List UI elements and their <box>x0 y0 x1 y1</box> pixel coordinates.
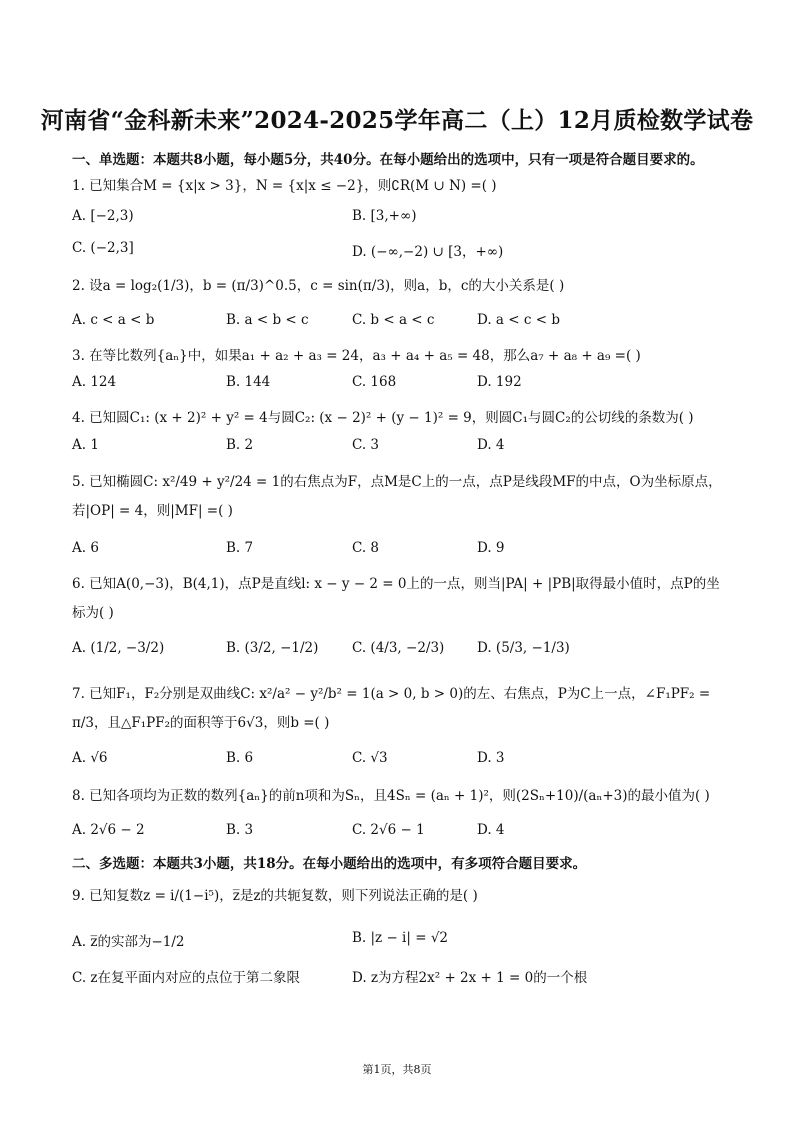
question-5-option-a: A. 6 <box>72 540 99 556</box>
question-1-option-c: C. (−2,3] <box>72 240 134 256</box>
question-6-option-c: C. (4/3, −2/3) <box>352 640 445 656</box>
question-5-option-b: B. 7 <box>226 540 254 556</box>
page-footer: 第1页，共8页 <box>362 1063 432 1076</box>
question-3-option-a: A. 124 <box>72 374 117 390</box>
question-2-stem: 2. 设a = log₂(1/3)，b = (π/3)^0.5，c = sin(π/3)，则a，b，c的大小关系是( ) <box>72 278 565 294</box>
question-7-option-a: A. √6 <box>72 750 108 766</box>
question-1-option-d: D. (−∞,−2) ∪ [3，+∞) <box>352 244 504 260</box>
question-8-option-d: D. 4 <box>477 822 505 838</box>
question-6-option-d: D. (5/3, −1/3) <box>477 640 570 656</box>
question-1-option-a: A. [−2,3) <box>72 208 134 224</box>
question-9-option-b: B. |z − i| = √2 <box>352 930 449 946</box>
section-heading-single-choice: 一、单选题：本题共8小题，每小题5分，共40分。在每小题给出的选项中，只有一项是符合题目要求的。 <box>72 152 704 168</box>
question-1-stem: 1. 已知集合M = {x|x > 3}，N = {x|x ≤ −2}，则∁R(M ∪ N) =( ) <box>72 178 497 194</box>
question-5-stem: 5. 已知椭圆C: x²/49 + y²/24 = 1的右焦点为F，点M是C上的一点，点P是线段MF的中点，O为坐标原点，若|OP| = 4，则|MF| =( ) <box>72 474 722 519</box>
question-9-option-a: A. z̅的实部为−1/2 <box>72 934 185 950</box>
question-2-option-b: B. a < b < c <box>226 312 309 328</box>
question-9-option-d: D. z为方程2x² + 2x + 1 = 0的一个根 <box>352 970 588 986</box>
question-9-stem: 9. 已知复数z = i/(1−i⁵)，z̅是z的共轭复数，则下列说法正确的是( ) <box>72 888 478 904</box>
page-title: 河南省“金科新未来”2024-2025学年高二（上）12月质检数学试卷 <box>40 107 754 134</box>
question-8-option-b: B. 3 <box>226 822 254 838</box>
question-7-option-b: B. 6 <box>226 750 254 766</box>
question-9-option-c: C. z在复平面内对应的点位于第二象限 <box>72 970 301 986</box>
question-6-option-b: B. (3/2, −1/2) <box>226 640 319 656</box>
question-6-stem: 6. 已知A(0,−3)，B(4,1)，点P是直线l: x − y − 2 = 0上的一点，则当|PA| + |PB|取得最小值时，点P的坐标为( ) <box>72 576 720 621</box>
question-7-stem: 7. 已知F₁，F₂分别是双曲线C: x²/a² − y²/b² = 1(a > 0, b > 0)的左、右焦点，P为C上一点，∠F₁PF₂ = π/3，且△F₁PF₂的面积等于6√3，则b =( ) <box>72 686 711 731</box>
question-8-stem: 8. 已知各项均为正数的数列{aₙ}的前n项和为Sₙ，且4Sₙ = (aₙ + 1)²，则(2Sₙ+10)/(aₙ+3)的最小值为( ) <box>72 788 710 804</box>
question-8-option-c: C. 2√6 − 1 <box>352 822 425 838</box>
question-4-stem: 4. 已知圆C₁: (x + 2)² + y² = 4与圆C₂: (x − 2)² + (y − 1)² = 9，则圆C₁与圆C₂的公切线的条数为( ) <box>72 410 694 426</box>
question-4-option-c: C. 3 <box>352 437 380 453</box>
question-1-option-b: B. [3,+∞) <box>352 208 417 224</box>
question-4-option-d: D. 4 <box>477 437 505 453</box>
question-3-option-c: C. 168 <box>352 374 397 390</box>
section-heading-multiple-choice: 二、多选题：本题共3小题，共18分。在每小题给出的选项中，有多项符合题目要求。 <box>72 856 587 872</box>
question-5-option-c: C. 8 <box>352 540 380 556</box>
question-2-option-c: C. b < a < c <box>352 312 435 328</box>
question-3-option-d: D. 192 <box>477 374 522 390</box>
question-3-stem: 3. 在等比数列{aₙ}中，如果a₁ + a₂ + a₃ = 24，a₃ + a₄ + a₅ = 48，那么a₇ + a₈ + a₉ =( ) <box>72 348 641 364</box>
question-3-option-b: B. 144 <box>226 374 271 390</box>
question-5-option-d: D. 9 <box>477 540 505 556</box>
question-4-option-b: B. 2 <box>226 437 254 453</box>
question-8-option-a: A. 2√6 − 2 <box>72 822 145 838</box>
question-4-option-a: A. 1 <box>72 437 99 453</box>
question-7-option-c: C. √3 <box>352 750 388 766</box>
question-7-option-d: D. 3 <box>477 750 505 766</box>
question-2-option-d: D. a < c < b <box>477 312 560 328</box>
question-6-option-a: A. (1/2, −3/2) <box>72 640 165 656</box>
question-2-option-a: A. c < a < b <box>72 312 155 328</box>
